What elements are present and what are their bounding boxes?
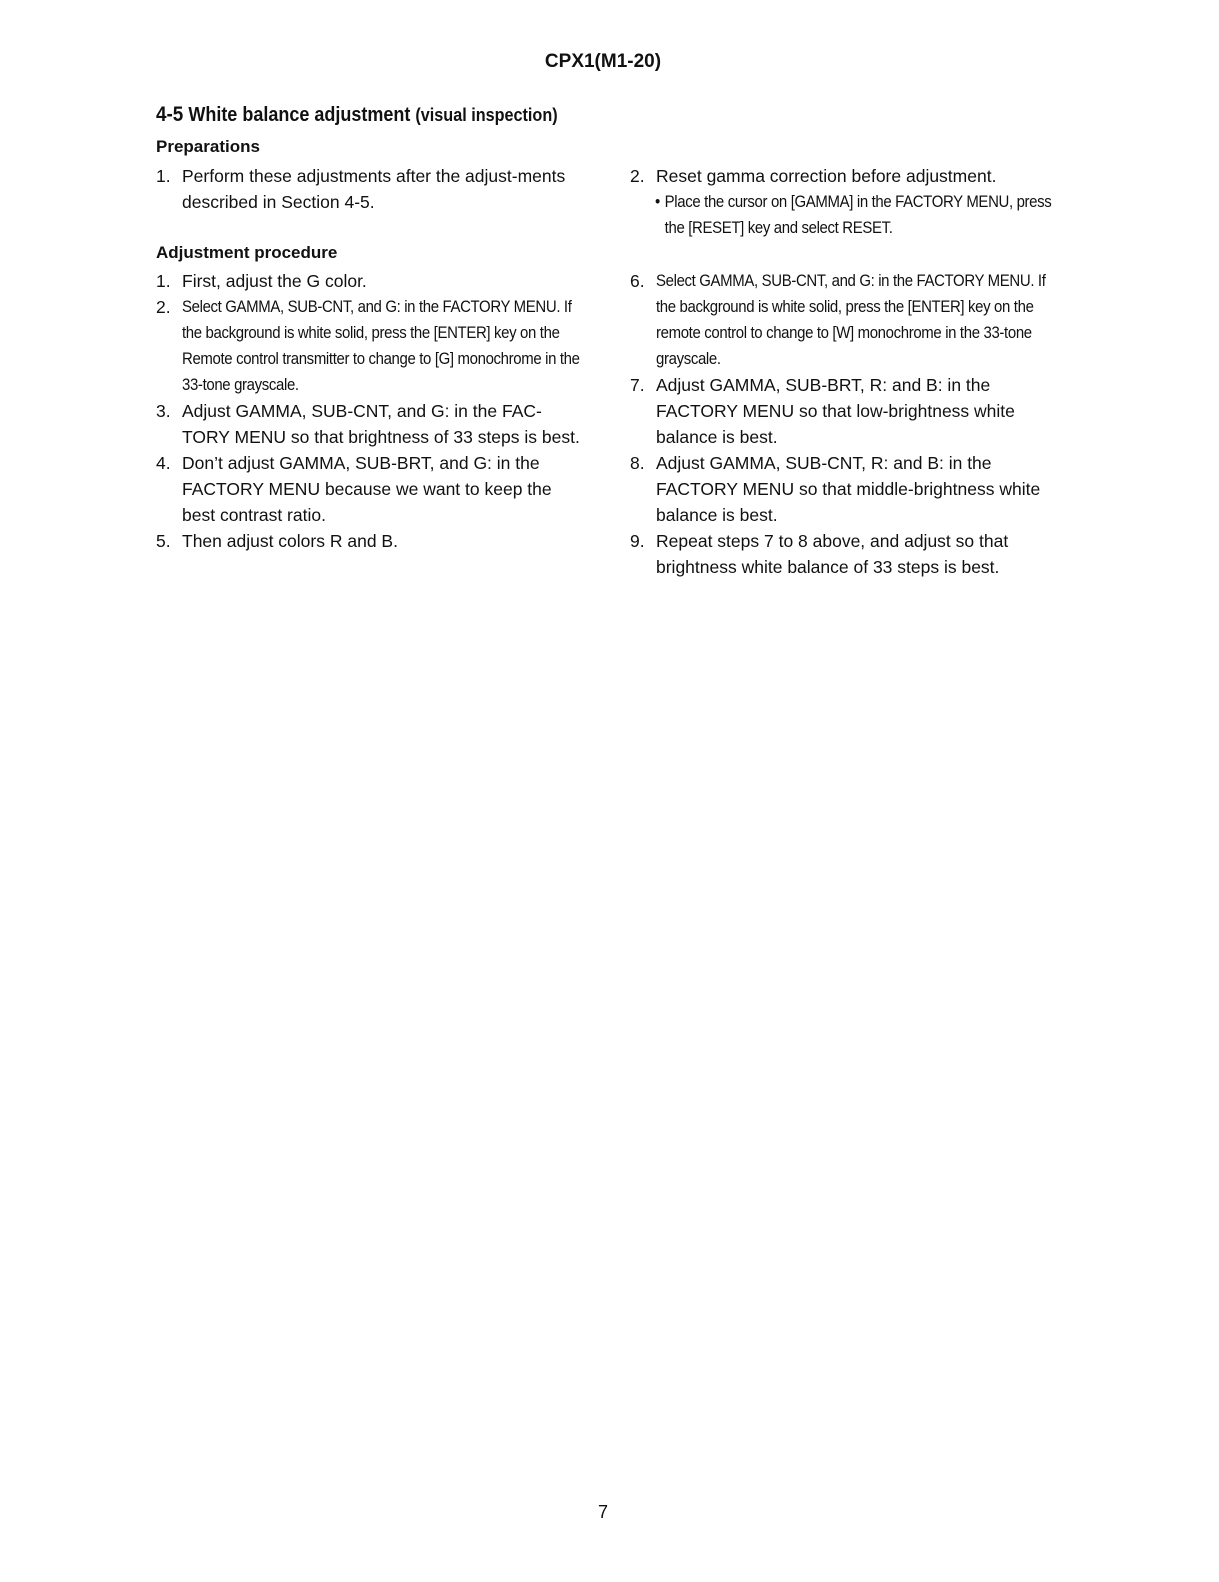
procedure-list-right (630, 268, 1050, 580)
step-text: Select GAMMA, SUB-CNT, and G: in the FACTORY MENU. If the background is white solid, press the [ENTER] key on the remote control to change to [W] monochrome in the 33-tone grayscale. (656, 271, 1046, 368)
step-text: Perform these adjustments after the adjust-ments described in Section 4-5. (182, 166, 566, 212)
step-text: Reset gamma correction before adjustment. (656, 166, 997, 186)
procedure-list-left (156, 268, 586, 554)
bullet-note (655, 189, 1066, 241)
step-text: Select GAMMA, SUB-CNT, and G: in the FACTORY MENU. If the background is white solid, press the [ENTER] key on the Remote control transmitter to change to [G] monochrome in the 33-tone grayscale. (182, 297, 580, 394)
step-number: 7. (630, 375, 645, 395)
list-item (156, 528, 586, 554)
list-item (156, 163, 586, 215)
step-text: First, adjust the G color. (182, 271, 367, 291)
section-title (156, 103, 558, 127)
bullet-text: Place the cursor on [GAMMA] in the FACTORY MENU, press the [RESET] key and select RESET. (664, 192, 1052, 237)
preparations-list-left (156, 163, 586, 215)
step-text: Repeat steps 7 to 8 above, and adjust so that brightness white balance of 33 steps is best. (656, 531, 1009, 577)
section-title-text: White balance adjustment (188, 104, 411, 126)
step-text: Adjust GAMMA, SUB-CNT, R: and B: in the FACTORY MENU so that middle-brightness white balance is best. (656, 453, 1041, 525)
list-item (630, 163, 1060, 241)
list-item (630, 450, 1050, 528)
preparations-list-right (630, 163, 1060, 241)
step-text: Then adjust colors R and B. (182, 531, 398, 551)
section-subtitle: (visual inspection) (415, 105, 558, 125)
list-item (156, 398, 586, 450)
step-text: Don’t adjust GAMMA, SUB-BRT, and G: in the FACTORY MENU because we want to keep the best contrast ratio. (182, 453, 552, 525)
step-number: 4. (156, 453, 171, 473)
list-item (630, 528, 1050, 580)
list-item (156, 268, 586, 294)
list-item (156, 450, 586, 528)
step-text: Adjust GAMMA, SUB-BRT, R: and B: in the FACTORY MENU so that low-brightness white balance is best. (656, 375, 1015, 447)
section-number: 4-5 (156, 103, 184, 126)
step-number: 2. (156, 297, 171, 317)
step-number: 3. (156, 401, 171, 421)
step-number: 1. (156, 166, 171, 186)
list-item (156, 294, 586, 398)
list-item (630, 268, 1050, 372)
step-number: 1. (156, 271, 171, 291)
document-header: CPX1(M1-20) (544, 51, 662, 72)
step-number: 8. (630, 453, 645, 473)
step-number: 6. (630, 271, 645, 291)
list-item (630, 372, 1050, 450)
step-text: Adjust GAMMA, SUB-CNT, and G: in the FAC-TORY MENU so that brightness of 33 steps is best. (182, 401, 580, 447)
step-number: 9. (630, 531, 645, 551)
preparations-heading: Preparations (156, 137, 260, 156)
page-number: 7 (597, 1502, 608, 1522)
step-number: 5. (156, 531, 171, 551)
bullet-icon: • (655, 192, 660, 211)
procedure-heading: Adjustment procedure (156, 243, 338, 262)
step-number: 2. (630, 166, 645, 186)
